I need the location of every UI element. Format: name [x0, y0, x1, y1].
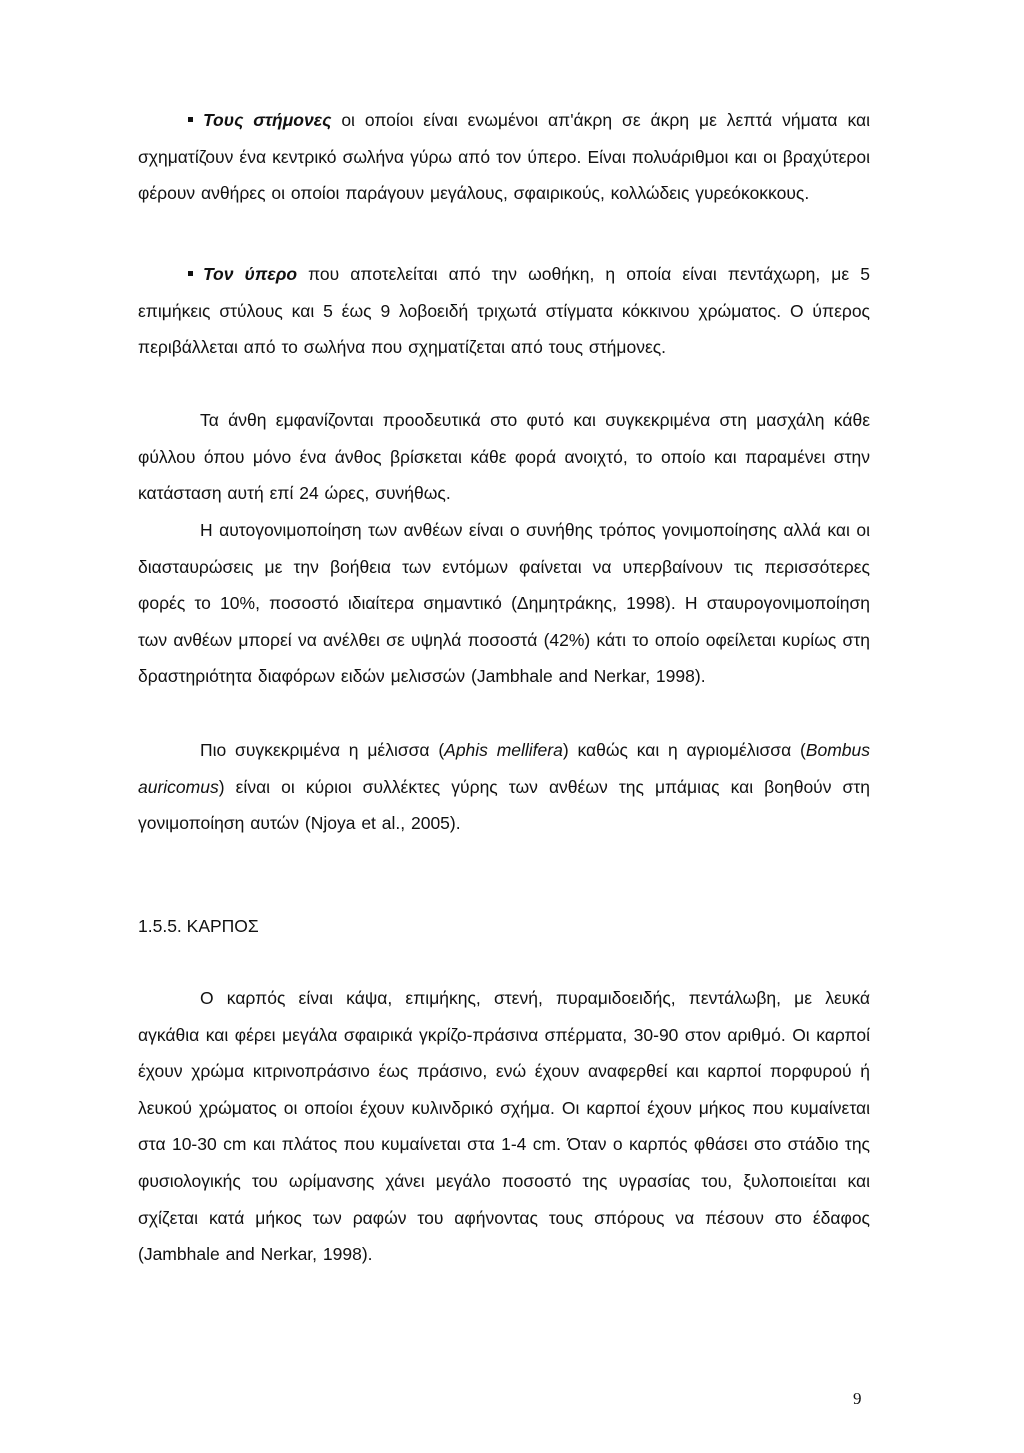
- fruit-paragraph: Ο καρπός είναι κάψα, επιμήκης, στενή, πυραμιδοειδής, πεντάλωβη, με λευκά αγκάθια και φέρει μεγάλα σφαιρικά γκρίζο-πράσινα σπέρματα, 30-90 στον αριθμό. Οι καρποί έχουν χρώμα κιτρινοπράσινο έως πράσινο, ενώ έχουν αναφερθεί και καρποί πορφυρού ή λευκού χρώματος οι οποίοι έχουν κυλινδρικό σχήμα. Οι καρποί έχουν μήκος που κυμαίνεται στα 10-30 cm και πλάτος που κυμαίνεται στα 1-4 cm. Όταν ο καρπός φθάσει στο στάδιο της φυσιολογικής του ωρίμανσης χάνει μεγάλο ποσοστό της υγρασίας του, ξυλοποιείται και σχίζεται κατά μήκος των ραφών του αφήνοντας τους σπόρους να πέσουν στο έδαφος (Jambhale and Nerkar, 1998).: [138, 988, 870, 1265]
- pistil-lead: Τον ύπερο: [203, 264, 298, 284]
- flowers-paragraph: Τα άνθη εμφανίζονται προοδευτικά στο φυτό και συγκεκριμένα στη μασχάλη κάθε φύλλου όπου μόνο ένα άνθος βρίσκεται κάθε φορά ανοιχτό, το οποίο και παραμένει στην κατάσταση αυτή επί 24 ώρες, συνήθως.: [138, 410, 870, 504]
- bullet-icon: [188, 271, 193, 276]
- stamens-text: οι οποίοι είναι ενωμένοι απ'άκρη σε άκρη με λεπτά νήματα και σχηματίζουν ένα κεντρικό σωλήνα γύρω από τον ύπερο. Είναι πολυάριθμοι και οι βραχύτεροι φέρουν ανθήρες οι οποίοι παράγουν μεγάλους, σφαιρικούς, κολλώδεις γυρεόκοκκους.: [138, 110, 870, 204]
- species-aphis: Aphis mellifera: [444, 740, 563, 760]
- bullet-icon: [188, 117, 193, 122]
- pistil-text: που αποτελείται από την ωοθήκη, η οποία είναι πεντάχωρη, με 5 επιμήκεις στύλους και 5 έως 9 λοβοειδή τριχωτά στίγματα κόκκινου χρώματος. Ο ύπερος περιβάλλεται από το σωλήνα που σχηματίζεται από τους στήμονες.: [138, 264, 870, 358]
- pollination-paragraph: Η αυτογονιμοποίηση των ανθέων είναι ο συνήθης τρόπος γονιμοποίησης αλλά και οι διασταυρώσεις με την βοήθεια των εντόμων φαίνεται να υπερβαίνουν τις περισσότερες φορές το 10%, ποσοστό ιδιαίτερα σημαντικό (Δημητράκης, 1998). Η σταυρογονιμοποίηση των ανθέων μπορεί να ανέλθει σε υψηλά ποσοστά (42%) κάτι το οποίο οφείλεται κυρίως στη δραστηριότητα διαφόρων ειδών μελισσών (Jambhale and Nerkar, 1998).: [138, 520, 870, 687]
- species-bombus: Bombus auricomus: [138, 740, 870, 797]
- section-heading: 1.5.5. ΚΑΡΠΟΣ: [138, 916, 259, 936]
- bees-text-1: Πιο συγκεκριμένα η μέλισσα (: [200, 740, 445, 760]
- stamens-lead: Τους στήμονες: [203, 110, 332, 130]
- bees-paragraph: [138, 732, 870, 842]
- bees-text-2: ) καθώς και η αγριομέλισσα (: [562, 740, 806, 760]
- bees-text-3: ) είναι οι κύριοι συλλέκτες γύρης των ανθέων της μπάμιας και βοηθούν στη γονιμοποίηση αυτών (Njoya et al., 2005).: [138, 776, 870, 834]
- stamens-paragraph: [138, 102, 870, 212]
- pistil-paragraph: [138, 256, 870, 366]
- page-number: 9: [853, 1389, 862, 1408]
